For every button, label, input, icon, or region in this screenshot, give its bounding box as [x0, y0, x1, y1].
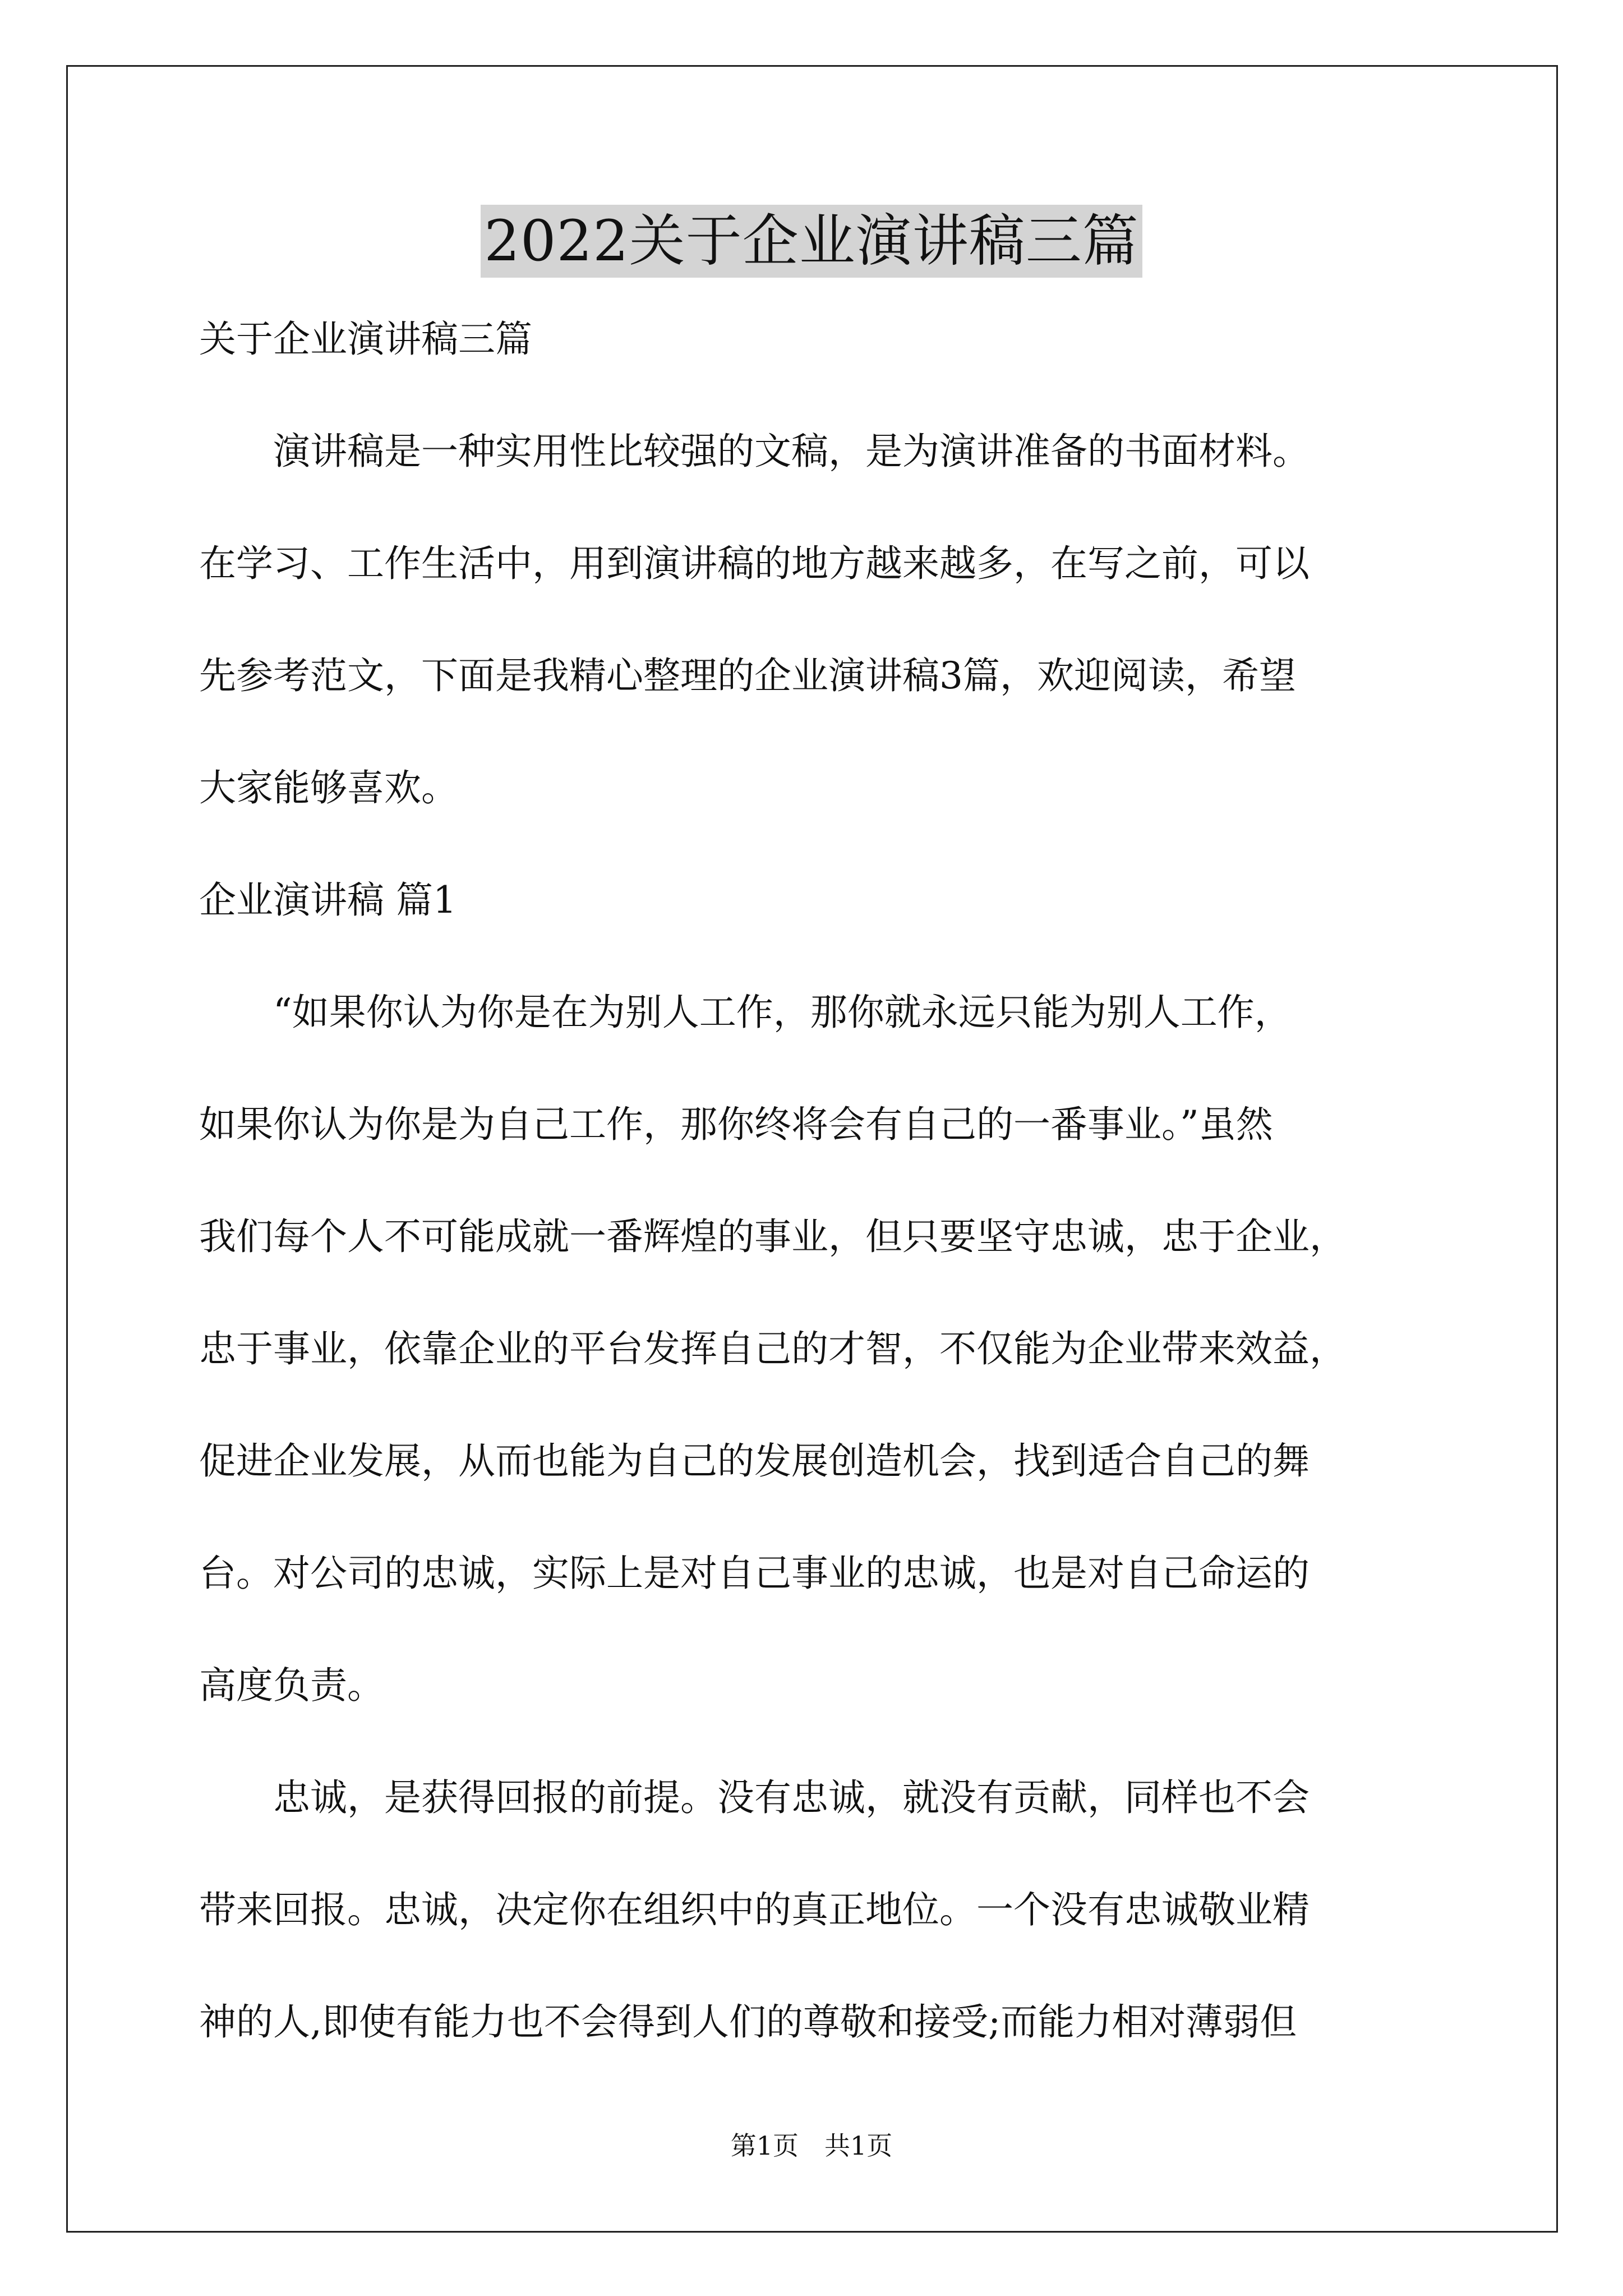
paragraph-line: 带来回报。忠诚，决定你在组织中的真正地位。一个没有忠诚敬业精 [199, 1888, 1310, 1931]
paragraph-line: 高度负责。 [199, 1664, 384, 1707]
document-body [199, 311, 1450, 2050]
paragraph-2 [199, 1770, 1450, 2050]
paragraph-line: 先参考范文，下面是我精心整理的企业演讲稿3篇，欢迎阅读，希望 [199, 654, 1296, 697]
paragraph-1 [199, 984, 1450, 1714]
paragraph-line: 我们每个人不可能成就一番辉煌的事业，但只要坚守忠诚，忠于企业， [199, 1215, 1347, 1258]
paragraph-line: 大家能够喜欢。 [199, 766, 458, 809]
paragraph-line: “如果你认为你是在为别人工作，那你就永远只能为别人工作， [199, 991, 1292, 1034]
paragraph-line: 台。对公司的忠诚，实际上是对自己事业的忠诚，也是对自己命运的 [199, 1552, 1310, 1595]
title-container [0, 205, 1623, 278]
intro-paragraph [199, 424, 1450, 816]
paragraph-line: 神的人,即使有能力也不会得到人们的尊敬和接受;而能力相对薄弱但 [199, 2000, 1297, 2044]
paragraph-line: 如果你认为你是为自己工作，那你终将会有自己的一番事业。”虽然 [199, 1103, 1273, 1146]
subtitle: 关于企业演讲稿三篇 [199, 318, 532, 361]
document-title: 2022关于企业演讲稿三篇 [481, 205, 1142, 278]
paragraph-line: 忠于事业，依靠企业的平台发挥自己的才智，不仅能为企业带来效益， [199, 1327, 1347, 1370]
paragraph-line: 促进企业发展，从而也能为自己的发展创造机会，找到适合自己的舞 [199, 1439, 1310, 1483]
paragraph-line: 在学习、工作生活中，用到演讲稿的地方越来越多，在写之前，可以 [199, 542, 1310, 585]
paragraph-line: 演讲稿是一种实用性比较强的文稿，是为演讲准备的书面材料。 [199, 430, 1310, 473]
section-heading: 企业演讲稿 篇1 [199, 878, 457, 922]
page-footer: 第1页 共1页 [730, 2131, 893, 2161]
paragraph-line: 忠诚，是获得回报的前提。没有忠诚，就没有贡献，同样也不会 [199, 1776, 1310, 1819]
